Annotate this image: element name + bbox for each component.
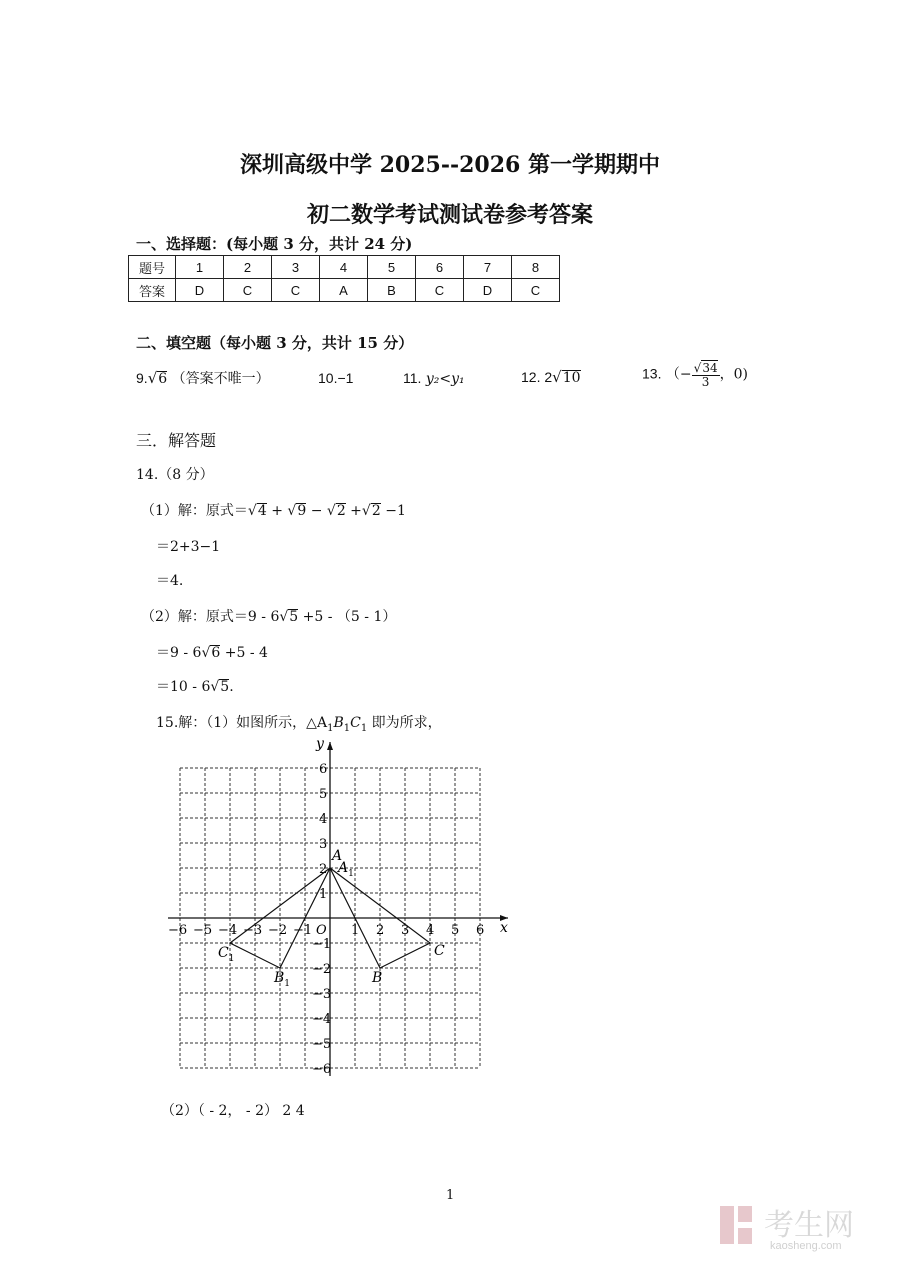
q14-part2-line1: （2）解：原式＝9 - 6√5 +5 - （5 - 1） [141,609,397,625]
table-cell: 3 [272,256,320,279]
x-tick-label: 3 [401,923,410,938]
x-tick-label: −4 [218,923,238,938]
answer-q10: 10.−1 [318,370,354,386]
section1-title: 一、选择题：(每小题 3 分，共计 24 分) [136,235,413,253]
x-tick-label: −5 [193,923,213,938]
x-tick-label: −2 [268,923,288,938]
vertex-label-C: C [434,943,445,959]
page-number: 1 [446,1188,455,1203]
y-tick-label: 4 [319,812,328,827]
table-cell: 2 [224,256,272,279]
y-tick-label: 3 [319,837,328,852]
watermark-text: 考生网 [764,1208,854,1243]
x-tick-label: −3 [243,923,263,938]
y-axis-arrow [327,742,333,750]
q15-heading: 15.解：（1）如图所示，$\triangle A_1B_1C_1$ 即为所求， [156,715,442,734]
vertex-label-C1: $C_1$ [218,945,235,964]
table-cell: A [320,279,368,302]
answer-q11: 11. y₂<y₁ [403,370,465,387]
vertex-label-A: A [332,848,343,864]
q14-part2-line2: ＝9 - 6√6 +5 - 4 [156,645,268,661]
x-axis-label: x [500,920,508,936]
table-cell: D [176,279,224,302]
q14-part1-line3: ＝4. [156,573,184,589]
table-cell: 1 [176,256,224,279]
answer-q13: 13. （− $\frac{√34}{3}$ ，0) [642,361,748,389]
x-tick-label: −1 [293,923,313,938]
q14-part1-line2: ＝2+3−1 [156,539,221,555]
table-cell: D [464,279,512,302]
y-tick-label: 6 [319,762,328,777]
table-cell: C [512,279,560,302]
vertex-label-A1: $A_1$ [338,860,354,879]
q14-heading: 14.（8 分） [136,467,214,483]
answer-q12: 12. 2√10 [521,368,581,386]
x-tick-label: 4 [426,923,435,938]
y-tick-label: 5 [319,787,328,802]
fraction: $\frac{√34}{3}$ [693,361,718,389]
answer-q9: 9.√6 （答案不唯一） [136,369,270,387]
table-row [129,256,560,279]
section3-title: 三．解答题 [136,431,217,450]
q14-part2-line3: ＝10 - 6√5. [156,679,234,695]
x-tick-label: 2 [376,923,385,938]
page-subtitle: 初二数学考试测试卷参考答案 [306,202,593,228]
q15-part2-answer: （2）（ - 2， - 2） 2 4 [161,1103,305,1119]
x-tick-label: −6 [168,923,188,938]
coordinate-grid-figure [150,740,530,1090]
page-title: 深圳高级中学 2025--2026 第一学期期中 [239,152,661,178]
y-tick-label: −4 [312,1012,332,1027]
q14-part1-line1: （1）解：原式＝√4 + √9 − √2 +√2 −1 [141,503,406,519]
vertex-label-B1: $B_1$ [274,970,291,989]
table-cell: 8 [512,256,560,279]
table-cell: C [224,279,272,302]
y-tick-label: −5 [312,1037,332,1052]
table-cell: B [368,279,416,302]
y-tick-label: −2 [312,962,332,977]
y-tick-label: 1 [319,887,328,902]
x-tick-label: 6 [476,923,485,938]
table-header-cell: 题号 [129,256,176,279]
table-header-cell: 答案 [129,279,176,302]
y-tick-label: 2 [319,862,328,877]
origin-label: O [316,923,327,938]
section2-title: 二、填空题（每小题 3 分，共计 15 分） [136,334,414,352]
answer-table [128,255,560,302]
table-cell: 6 [416,256,464,279]
table-cell: 5 [368,256,416,279]
logo-icon [720,1206,758,1244]
table-cell: 4 [320,256,368,279]
y-tick-label: −3 [312,987,332,1002]
x-tick-label: 5 [451,923,460,938]
y-tick-label: −6 [312,1062,332,1077]
watermark-logo [720,1200,880,1260]
watermark-url: kaosheng.com [770,1240,842,1252]
y-tick-label: −1 [312,937,332,952]
table-cell: C [416,279,464,302]
vertex-label-B: B [372,970,383,986]
y-axis-label: y [316,740,324,752]
table-row [129,279,560,302]
table-cell: C [272,279,320,302]
x-tick-label: 1 [351,923,360,938]
table-cell: 7 [464,256,512,279]
